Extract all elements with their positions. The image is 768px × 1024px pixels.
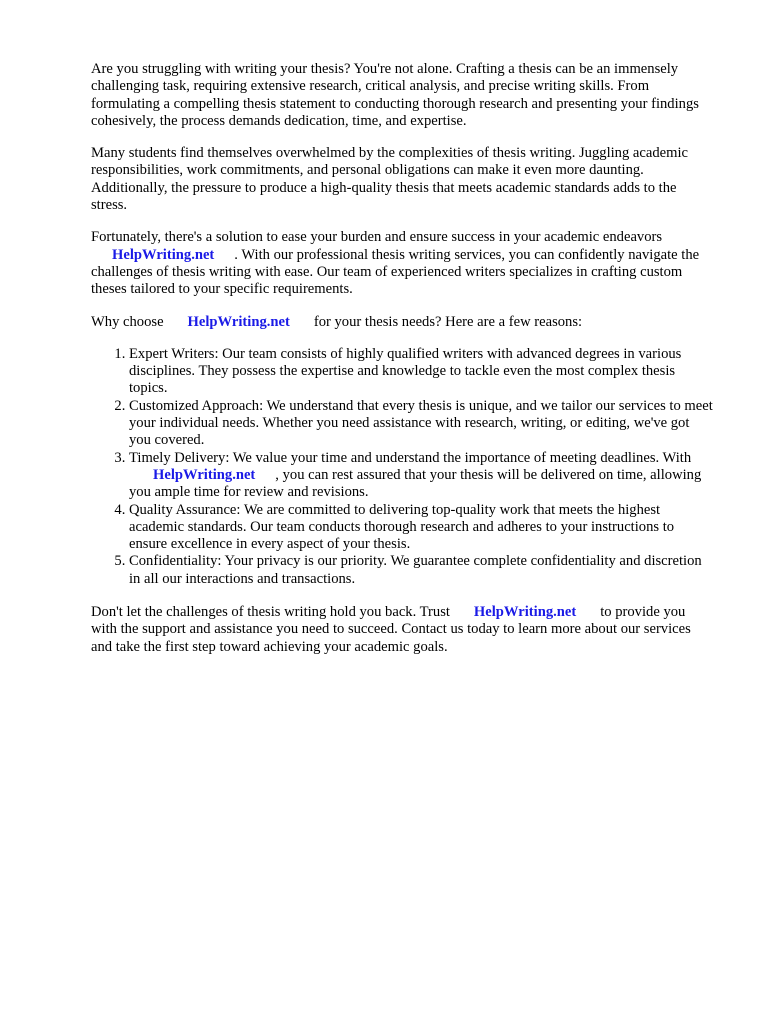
closing-paragraph [91,604,713,656]
why-choose-text-after: for your thesis needs? Here are a few reasons: [313,313,583,330]
helpwriting-link-3[interactable]: HelpWriting.net [153,466,256,483]
list-item [129,502,713,554]
reason-quality-assurance: Quality Assurance: We are committed to delivering top-quality work that meets the highest academic standards. Our team conducts thorough research and adheres to your instructions to ensure excellence in every aspect of your thesis. [129,501,675,553]
reasons-list [91,346,713,588]
intro-paragraph [91,61,713,130]
solution-text-before: Fortunately, there's a solution to ease your burden and ensure success in your academic endeavors [91,229,663,246]
solution-paragraph [91,229,713,298]
helpwriting-link-2[interactable]: HelpWriting.net [187,313,290,330]
helpwriting-link-4[interactable]: HelpWriting.net [473,604,577,621]
list-item [129,398,713,450]
list-item [129,553,713,588]
why-choose-paragraph [91,314,713,331]
intro-text: Are you struggling with writing your thesis? You're not alone. Crafting a thesis can be an immensely challenging task, requiring extensive research, critical analysis, and precise writing skills. From formulating a compelling thesis statement to conducting thorough research and presenting your findings cohesively, the process demands dedication, time, and expertise. [91,61,699,129]
list-item [129,450,713,502]
reason-timely-delivery-after: , you can rest assured that your thesis will be delivered on time, allowing you ample time for review and revisions. [129,466,702,501]
closing-text-before: Don't let the challenges of thesis writing hold you back. Trust [91,604,450,621]
reason-expert-writers: Expert Writers: Our team consists of highly qualified writers with advanced degrees in various disciplines. They possess the expertise and knowledge to tackle even the most complex thesis topics. [129,345,682,397]
reason-confidentiality: Confidentiality: Your privacy is our priority. We guarantee complete confidentiality and discretion in all our interactions and transactions. [129,553,702,587]
document-body [91,61,731,671]
reason-customized-approach: Customized Approach: We understand that every thesis is unique, and we tailor our services to meet your individual needs. Whether you need assistance with research, writing, or editing, we've got you covered. [129,397,713,449]
overwhelm-paragraph [91,145,713,214]
why-choose-text-before: Why choose [91,313,164,330]
closing-text-after: to provide you with the support and assistance you need to succeed. Contact us today to learn more about our services and take the first step toward achieving your academic goals. [91,604,691,655]
solution-text-after: . With our professional thesis writing services, you can confidently navigate the challenges of thesis writing with ease. Our team of experienced writers specializes in crafting custom theses tailored to your specific requirements. [91,246,700,298]
reason-timely-delivery-before: Timely Delivery: We value your time and understand the importance of meeting deadlines. With [129,449,692,466]
overwhelm-text: Many students find themselves overwhelmed by the complexities of thesis writing. Juggling academic responsibilities, work commitments, and personal obligations can make it even more daunting. Additionally, the pressure to produce a high-quality thesis that meets academic standards adds to the stress. [91,145,689,214]
list-item [129,346,713,398]
helpwriting-link-1[interactable]: HelpWriting.net [112,246,215,263]
